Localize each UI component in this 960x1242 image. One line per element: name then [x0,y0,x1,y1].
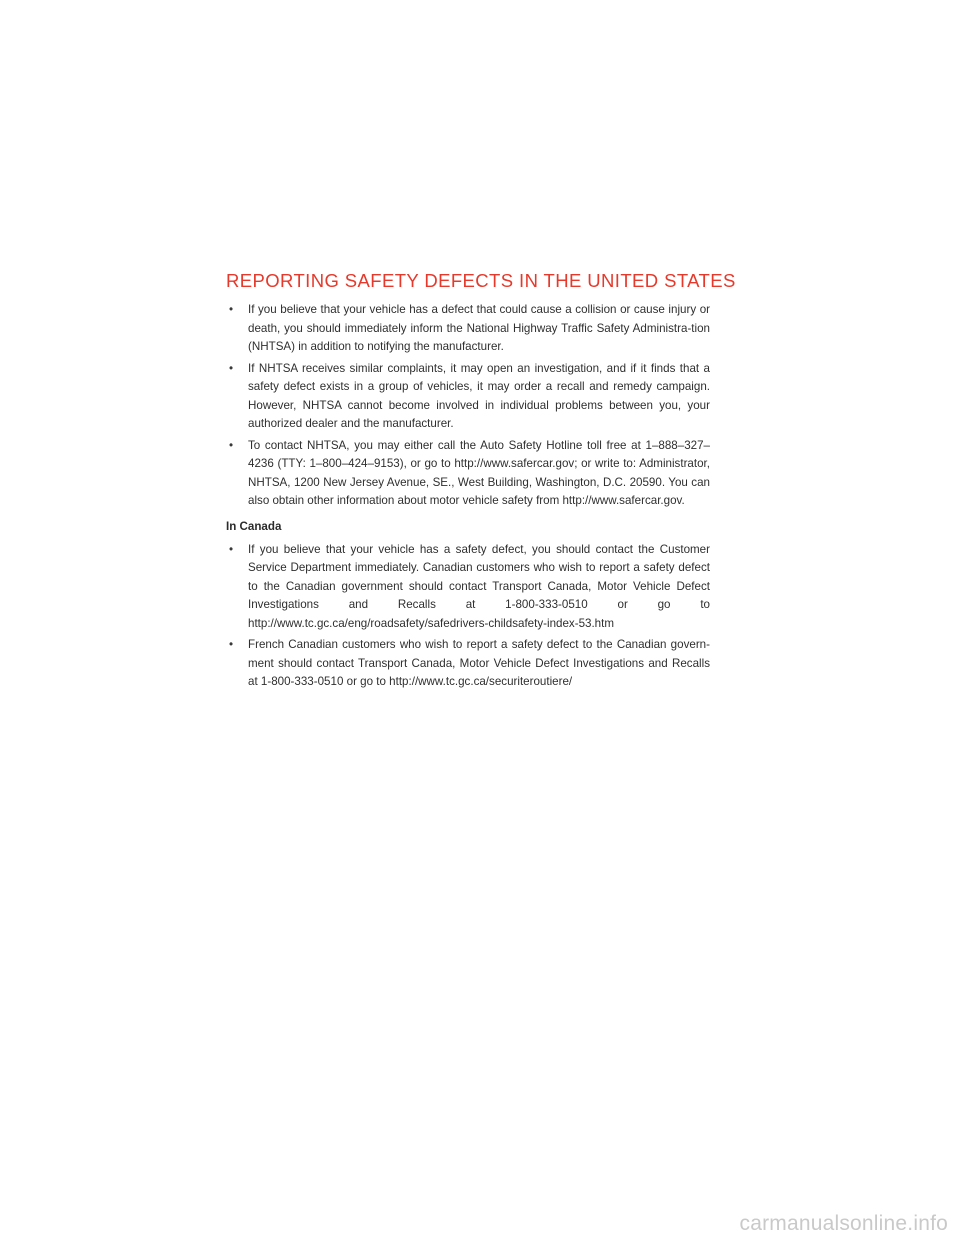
bullet-icon: • [229,542,234,556]
list-item [226,541,710,634]
list-item-text: French Canadian customers who wish to report a safety defect to the Canadian govern-ment should contact Transport Canada, Motor Vehicle Defect Investigations and Recalls at 1-800-333-0510 or go to http://www.tc.gc.ca/securiteroutiere/ [248,638,710,688]
site-watermark: carmanualsonline.info [739,1212,948,1235]
bullet-icon: • [229,438,234,452]
list-item [226,301,710,357]
bullet-icon: • [229,303,234,316]
list-item [226,636,710,692]
section-title: REPORTING SAFETY DEFECTS IN THE UNITED STATES [226,270,736,291]
bullet-icon: • [229,638,234,651]
list-item-text: If you believe that your vehicle has a safety defect, you should contact the Customer Service Department immediately. Canadian customers who wish to report a safety defect to the Canadian government should contact Transport Canada, Motor Vehicle Defect Investigations and Recalls at 1-800-333-0510 or go to http://www.tc.gc.ca/eng/roadsafety/safedrivers-childsafety-index-53.htm [248,542,710,630]
list-item [226,360,710,434]
list-item [226,437,710,511]
list-item-text: If you believe that your vehicle has a defect that could cause a collision or cause injury or death, you should immediately inform the National Highway Traffic Safety Administra-tion (NHTSA) in addition to notifying the manufacturer. [248,303,710,353]
us-bullet-list [226,301,710,511]
list-item-text: If NHTSA receives similar complaints, it may open an investigation, and if it finds that a safety defect exists in a group of vehicles, it may order a recall and remedy campaign. However, NHTSA cannot become involved in individual problems between you, your authorized dealer and the manufacturer. [248,361,710,430]
bullet-icon: • [229,361,234,375]
canada-bullet-list [226,541,710,692]
canada-subheading: In Canada [226,519,282,533]
list-item-text: To contact NHTSA, you may either call the Auto Safety Hotline toll free at 1–888–327–4236 (TTY: 1–800–424–9153), or go to http://www.safercar.gov; or write to: Administrator, NHTSA, 1200 New Jersey Avenue, SE., West Building, Washington, D.C. 20590. You can also obtain other information about motor vehicle safety from http://www.safercar.gov. [248,438,710,507]
safety-defects-section [226,270,736,695]
